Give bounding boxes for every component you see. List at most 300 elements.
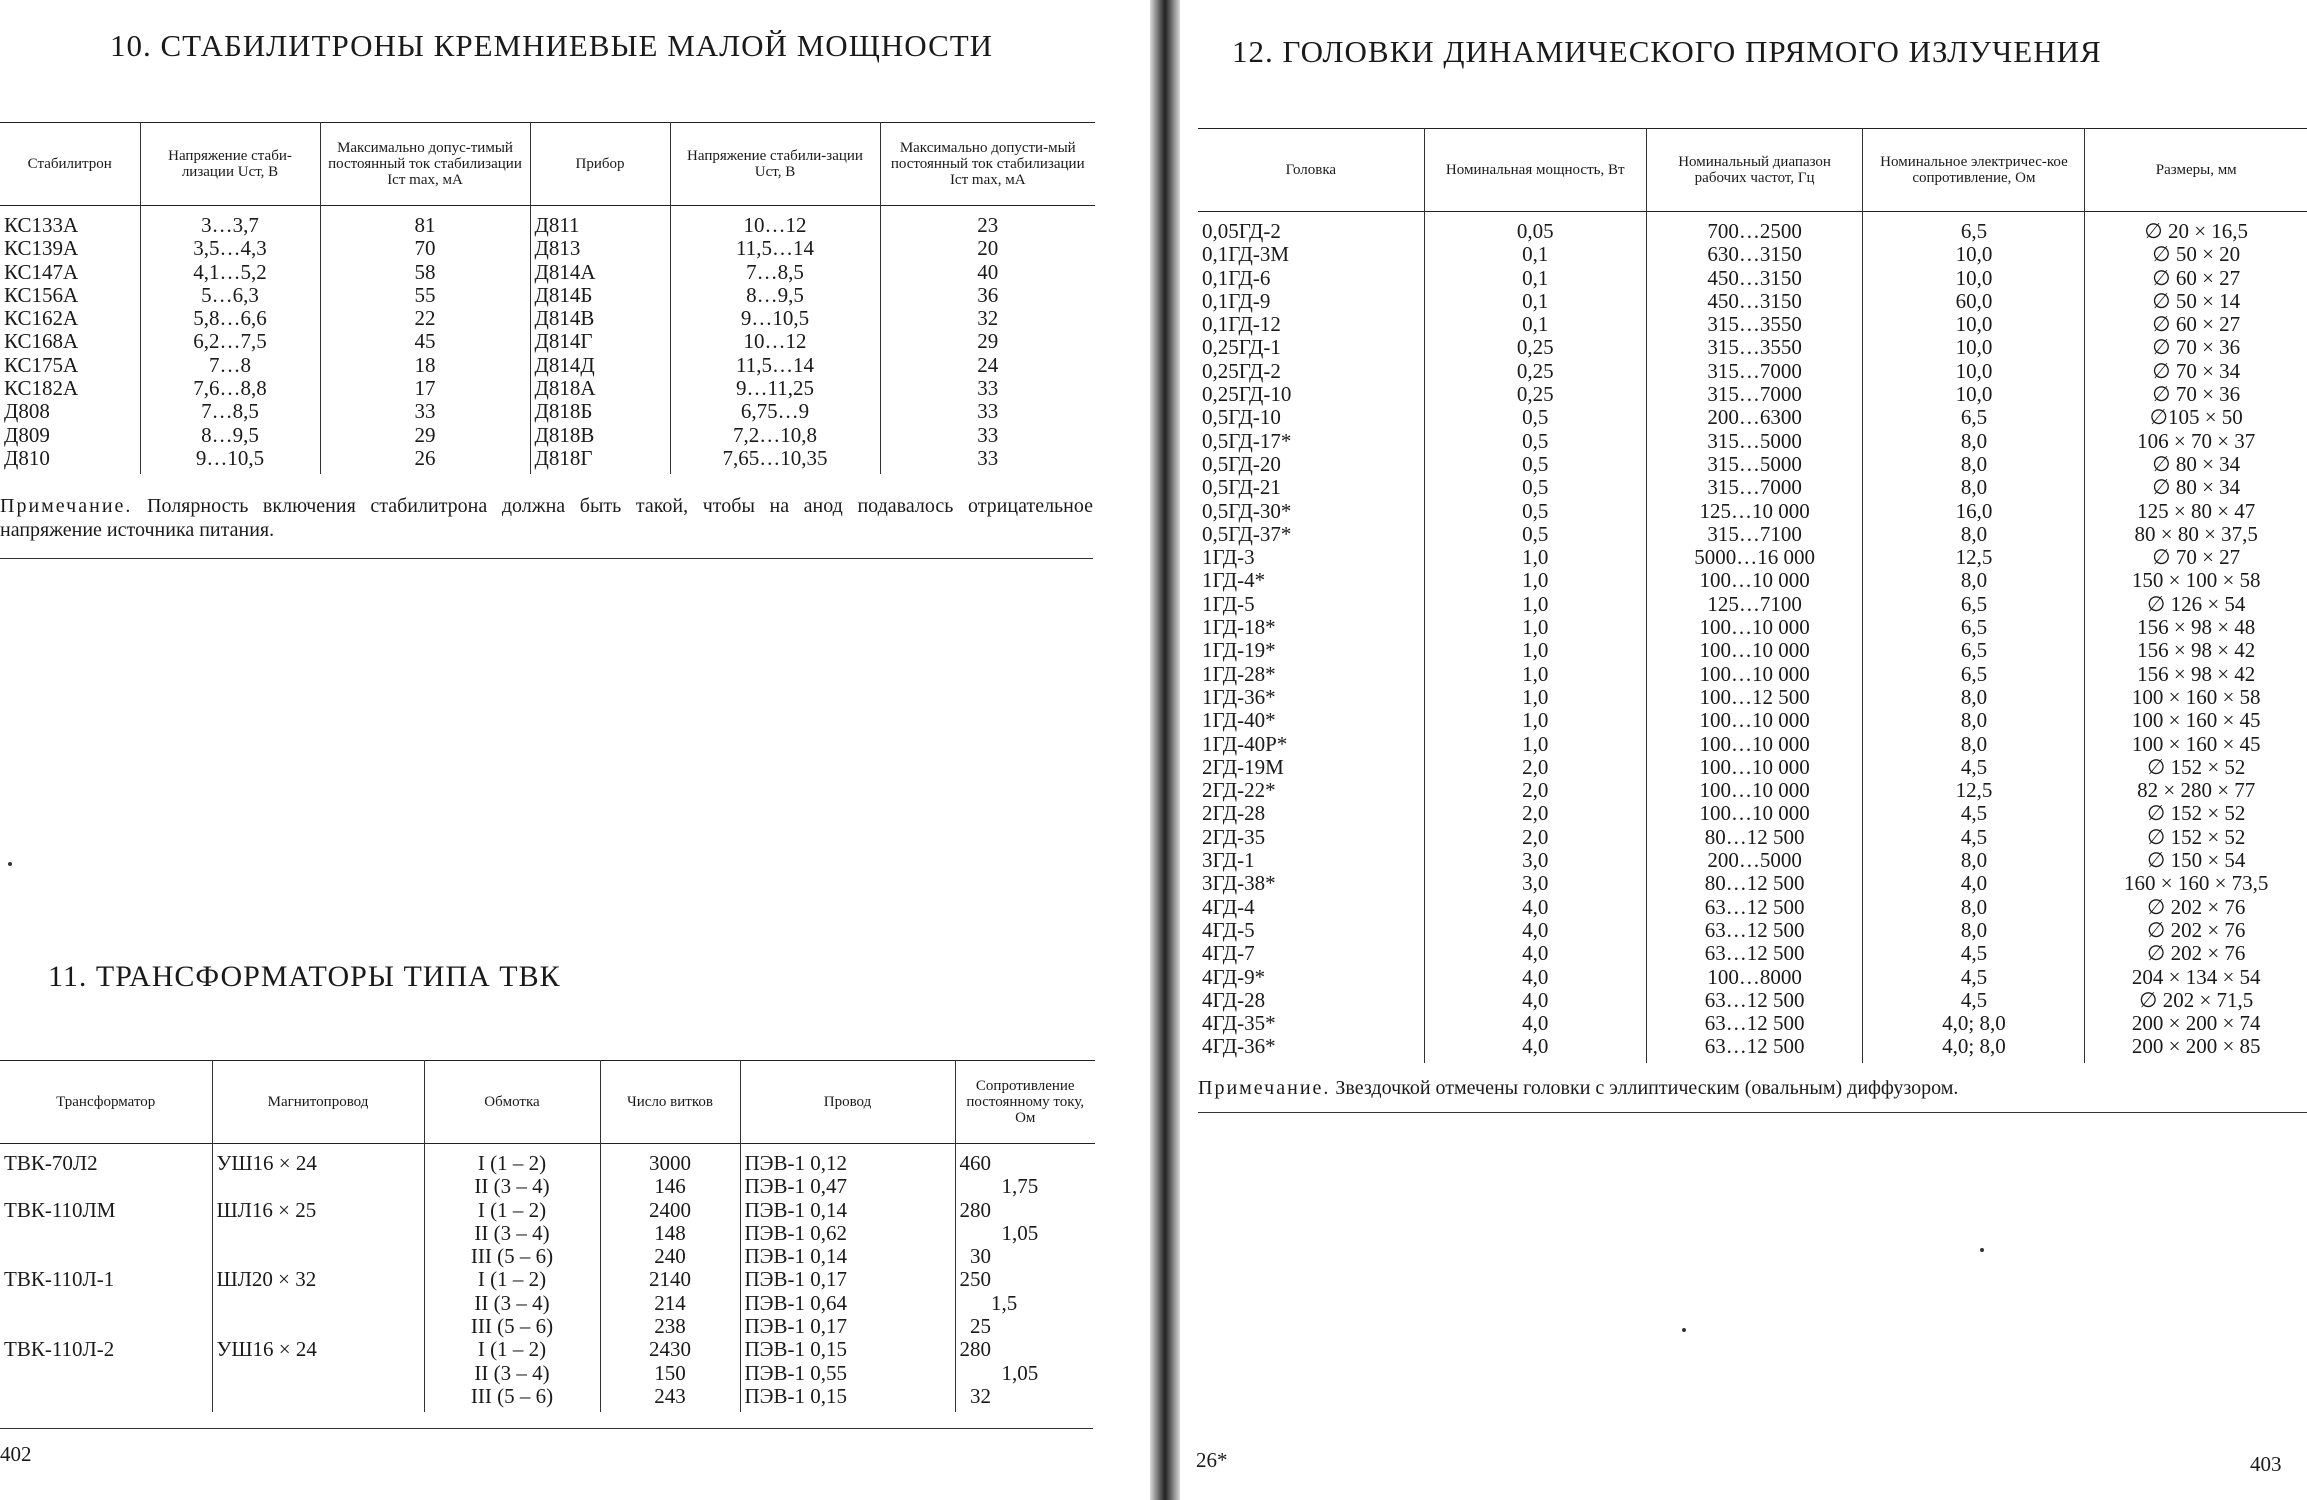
table-cell: 80 × 80 × 37,5 <box>2085 523 2307 546</box>
table-cell: 315…7000 <box>1646 476 1863 499</box>
table-cell: 4ГД-28 <box>1202 988 1266 1012</box>
table-cell: 10,0 <box>1863 313 2085 336</box>
table-cell: 100…10 000 <box>1646 709 1863 732</box>
table-row <box>1198 1035 2307 1062</box>
table-cell: 156 × 98 × 42 <box>2085 663 2307 686</box>
table-cell: 8,0 <box>1863 430 2085 453</box>
table-row <box>1198 709 2307 732</box>
table-cell: 200 × 200 × 74 <box>2085 1012 2307 1035</box>
table-cell: 23 <box>880 206 1095 238</box>
table-cell: 7…8 <box>140 354 320 377</box>
table-cell: Д814Д <box>530 354 670 377</box>
table-cell: 11,5…14 <box>670 237 880 260</box>
table-cell: ТВК-110ЛМ <box>4 1198 116 1222</box>
table-row <box>1198 593 2307 616</box>
table-cell: 10,0 <box>1863 336 2085 359</box>
table-header-row <box>0 1061 1095 1144</box>
table-cell: 6,5 <box>1863 616 2085 639</box>
table-cell: 60,0 <box>1863 290 2085 313</box>
table-cell: 450…3150 <box>1646 290 1863 313</box>
table-cell: 4,0 <box>1424 1012 1646 1035</box>
table-cell: 2,0 <box>1424 802 1646 825</box>
column-header: Прибор <box>530 123 670 206</box>
table-cell: 125…7100 <box>1646 593 1863 616</box>
table-cell: УШ16 × 24 <box>212 1144 424 1199</box>
table-cell: 33 <box>880 447 1095 474</box>
table-cell: ∅ 70 × 34 <box>2085 360 2307 383</box>
table-cell: 7…8,5 <box>670 261 880 284</box>
table-cell: 0,1 <box>1424 313 1646 336</box>
table-cell: 280 1,05 32 <box>955 1338 1095 1412</box>
table-cell: 0,5 <box>1424 430 1646 453</box>
table-cell: 8,0 <box>1863 523 2085 546</box>
table-cell: 29 <box>320 424 530 447</box>
table-cell: 1,0 <box>1424 709 1646 732</box>
table-cell: 4,0 <box>1424 896 1646 919</box>
table-cell: 0,25 <box>1424 360 1646 383</box>
note-label: Примечание. <box>0 495 133 517</box>
table-row <box>1198 639 2307 662</box>
dynamic-speakers-table <box>1198 128 2307 1063</box>
column-header: Магнитопровод <box>212 1061 424 1144</box>
table-row <box>1198 826 2307 849</box>
table-cell: 10,0 <box>1863 243 2085 266</box>
table-cell: 2430 150 243 <box>600 1338 740 1412</box>
table-cell: 32 <box>880 307 1095 330</box>
table-cell: 0,1ГД-9 <box>1202 289 1271 313</box>
table-cell: 1,0 <box>1424 546 1646 569</box>
table-cell: 100…10 000 <box>1646 779 1863 802</box>
table-cell: Д818А <box>530 377 670 400</box>
table-cell: 7,65…10,35 <box>670 447 880 474</box>
table-cell: 0,5 <box>1424 476 1646 499</box>
table-row <box>1198 290 2307 313</box>
table-cell: 1ГД-36* <box>1202 685 1276 709</box>
table-cell: 8,0 <box>1863 476 2085 499</box>
table-cell: 8,0 <box>1863 849 2085 872</box>
table-cell: 4,1…5,2 <box>140 261 320 284</box>
table-row <box>1198 500 2307 523</box>
table-cell: 82 × 280 × 77 <box>2085 779 2307 802</box>
table-cell: 8,0 <box>1863 709 2085 732</box>
table-cell: 12,5 <box>1863 546 2085 569</box>
table-cell: 315…3550 <box>1646 313 1863 336</box>
table-row <box>0 1144 1095 1199</box>
table-cell: ШЛ20 × 32 <box>212 1268 424 1338</box>
table-cell: КС147А <box>4 260 79 284</box>
table-cell: 1ГД-3 <box>1202 546 1255 570</box>
table-cell: 450…3150 <box>1646 267 1863 290</box>
table-bottom-rule <box>0 1428 1093 1429</box>
table-cell: 100…8000 <box>1646 966 1863 989</box>
table-row <box>0 1338 1095 1412</box>
table-cell: 1ГД-4* <box>1202 569 1266 593</box>
section-divider <box>0 558 1093 559</box>
table-row <box>1198 267 2307 290</box>
table-cell: ТВК-110Л-2 <box>4 1338 115 1362</box>
table-cell: 0,05ГД-2 <box>1202 219 1281 243</box>
table-cell: ∅ 202 × 71,5 <box>2085 989 2307 1012</box>
table-row <box>1198 430 2307 453</box>
table-cell: 5,8…6,6 <box>140 307 320 330</box>
table-cell: 0,05 <box>1424 212 1646 244</box>
column-header: Номинальная мощность, Вт <box>1424 129 1646 212</box>
table-cell: 0,1ГД-12 <box>1202 313 1281 337</box>
table-cell: 460 1,75 <box>955 1144 1095 1199</box>
table-cell: 315…7100 <box>1646 523 1863 546</box>
table-cell: 1,0 <box>1424 733 1646 756</box>
table-cell: 7,6…8,8 <box>140 377 320 400</box>
table-cell: 200…6300 <box>1646 406 1863 429</box>
column-header: Максимально допусти-мый постоянный ток стабилизации Iст max, мА <box>880 123 1095 206</box>
column-header: Обмотка <box>424 1061 600 1144</box>
table-cell: ∅ 60 × 27 <box>2085 313 2307 336</box>
table-cell: 0,25ГД-1 <box>1202 336 1281 360</box>
table-cell: 4,5 <box>1863 989 2085 1012</box>
table-row <box>0 284 1095 307</box>
table-cell: 22 <box>320 307 530 330</box>
table-row <box>1198 849 2307 872</box>
table-cell: 3,0 <box>1424 849 1646 872</box>
table-row <box>1198 453 2307 476</box>
table-10-title: 10. СТАБИЛИТРОНЫ КРЕМНИЕВЫЕ МАЛОЙ МОЩНОСТИ <box>110 28 994 63</box>
table-cell: 8,0 <box>1863 453 2085 476</box>
table-cell: 4,0 <box>1424 966 1646 989</box>
table-cell: ∅ 80 × 34 <box>2085 453 2307 476</box>
table-cell: 6,5 <box>1863 212 2085 244</box>
table-cell: ∅ 126 × 54 <box>2085 593 2307 616</box>
page-marker: 26* <box>1196 1448 1228 1472</box>
table-cell: 156 × 98 × 42 <box>2085 639 2307 662</box>
table-cell: 3ГД-1 <box>1202 849 1255 873</box>
table-row <box>0 206 1095 238</box>
table-cell: 2ГД-28 <box>1202 802 1266 826</box>
table-cell: Д818В <box>530 424 670 447</box>
table-cell: ПЭВ-1 0,17 ПЭВ-1 0,64 ПЭВ-1 0,17 <box>740 1268 955 1338</box>
table-cell: 0,25 <box>1424 383 1646 406</box>
table-cell: 0,1ГД-6 <box>1202 266 1271 290</box>
table-row <box>0 1199 1095 1269</box>
table-cell: I (1 – 2) II (3 – 4) III (5 – 6) <box>424 1338 600 1412</box>
table-row <box>1198 896 2307 919</box>
table-cell: 1ГД-28* <box>1202 662 1276 686</box>
table-row <box>1198 360 2307 383</box>
column-header: Головка <box>1285 162 1337 178</box>
table-cell: ТВК-110Л-1 <box>4 1268 115 1292</box>
table-cell: 100…10 000 <box>1646 569 1863 592</box>
table-cell: 11,5…14 <box>670 354 880 377</box>
table-cell: 4,5 <box>1863 826 2085 849</box>
table-cell: 80…12 500 <box>1646 872 1863 895</box>
table-cell: 8,0 <box>1863 919 2085 942</box>
table-row <box>1198 966 2307 989</box>
table-cell: КС182А <box>4 377 79 401</box>
table-cell: 24 <box>880 354 1095 377</box>
table-cell: 100 × 160 × 45 <box>2085 733 2307 756</box>
column-header: Номинальный диапазон рабочих частот, Гц <box>1646 129 1863 212</box>
table-cell: 36 <box>880 284 1095 307</box>
table-cell: 100…12 500 <box>1646 686 1863 709</box>
tvk-transformers-table <box>0 1060 1095 1412</box>
table-cell: 0,1 <box>1424 267 1646 290</box>
print-speck <box>1682 1328 1686 1332</box>
table-cell: I (1 – 2) II (3 – 4) III (5 – 6) <box>424 1268 600 1338</box>
table-cell: 1,0 <box>1424 593 1646 616</box>
table-cell: 2ГД-22* <box>1202 779 1276 803</box>
table-cell: 0,1ГД-3М <box>1202 243 1290 267</box>
table-cell: 315…7000 <box>1646 360 1863 383</box>
table-cell: 250 1,5 25 <box>955 1268 1095 1338</box>
table-cell: 0,5ГД-20 <box>1202 452 1281 476</box>
table-cell: 315…5000 <box>1646 430 1863 453</box>
table-cell: ПЭВ-1 0,15 ПЭВ-1 0,55 ПЭВ-1 0,15 <box>740 1338 955 1412</box>
table-cell: 9…10,5 <box>670 307 880 330</box>
table-cell: 4,5 <box>1863 942 2085 965</box>
table-row <box>0 330 1095 353</box>
table-cell: 8,0 <box>1863 569 2085 592</box>
table-cell: Д808 <box>4 400 50 424</box>
table-cell: 4,0; 8,0 <box>1863 1012 2085 1035</box>
table-cell: ∅ 152 × 52 <box>2085 826 2307 849</box>
table-cell: 9…10,5 <box>140 447 320 474</box>
table-cell: КС156А <box>4 283 79 307</box>
table-cell: Д818Б <box>530 400 670 423</box>
table-cell: 1,0 <box>1424 663 1646 686</box>
book-gutter <box>1150 0 1180 1500</box>
table-cell: КС168А <box>4 330 79 354</box>
column-header: Размеры, мм <box>2085 129 2307 212</box>
table-cell: КС133А <box>4 213 79 237</box>
table-cell: 100…10 000 <box>1646 663 1863 686</box>
table-cell: 1,0 <box>1424 686 1646 709</box>
table-cell: 10…12 <box>670 330 880 353</box>
table-cell: ∅ 202 × 76 <box>2085 942 2307 965</box>
table-cell: 4,5 <box>1863 966 2085 989</box>
column-header: Максимально допус-тимый постоянный ток стабилизации Iст max, мА <box>320 123 530 206</box>
table-cell: ПЭВ-1 0,12 ПЭВ-1 0,47 <box>740 1144 955 1199</box>
table-cell: 5…6,3 <box>140 284 320 307</box>
table-cell: Д810 <box>4 446 50 470</box>
table-cell: 58 <box>320 261 530 284</box>
table-cell: 0,1 <box>1424 243 1646 266</box>
table-cell: 7,2…10,8 <box>670 424 880 447</box>
table-cell: 2ГД-35 <box>1202 825 1266 849</box>
table-cell: 0,25ГД-10 <box>1202 383 1292 407</box>
table-cell: 100…10 000 <box>1646 639 1863 662</box>
table-cell: 0,5 <box>1424 523 1646 546</box>
table-cell: 2ГД-19М <box>1202 755 1284 779</box>
column-header: Стабилитрон <box>27 156 112 172</box>
table-cell: 4,0 <box>1424 942 1646 965</box>
table-header-row <box>1198 129 2307 212</box>
print-speck <box>8 862 12 866</box>
table-header-row <box>0 123 1095 206</box>
table-row <box>1198 989 2307 1012</box>
table-cell: 630…3150 <box>1646 243 1863 266</box>
table-row <box>1198 733 2307 756</box>
table-cell: 18 <box>320 354 530 377</box>
table-row <box>1198 779 2307 802</box>
table-cell: 0,5ГД-17* <box>1202 429 1292 453</box>
table-cell: ∅ 152 × 52 <box>2085 756 2307 779</box>
table-cell: 3,5…4,3 <box>140 237 320 260</box>
table-cell: 4,0 <box>1424 1035 1646 1062</box>
table-11-title: 11. ТРАНСФОРМАТОРЫ ТИПА ТВК <box>48 960 561 993</box>
table-cell: 0,5ГД-37* <box>1202 522 1292 546</box>
table-cell: 4ГД-5 <box>1202 918 1255 942</box>
table-row <box>1198 523 2307 546</box>
column-header: Сопротивление постоянному току, Ом <box>955 1061 1095 1144</box>
table-cell: 10…12 <box>670 206 880 238</box>
table-cell: ∅ 70 × 36 <box>2085 383 2307 406</box>
table-cell: 55 <box>320 284 530 307</box>
table-cell: 8,0 <box>1863 686 2085 709</box>
table-cell: 315…5000 <box>1646 453 1863 476</box>
table-row <box>1198 872 2307 895</box>
table-cell: ШЛ16 × 25 <box>212 1199 424 1269</box>
table-cell: 160 × 160 × 73,5 <box>2085 872 2307 895</box>
table-cell: 315…7000 <box>1646 383 1863 406</box>
table-row <box>0 1268 1095 1338</box>
table-cell: 8,0 <box>1863 896 2085 919</box>
table-cell: 3ГД-38* <box>1202 872 1276 896</box>
table-cell: Д818Г <box>530 447 670 474</box>
table-cell: ТВК-70Л2 <box>4 1151 98 1175</box>
table-cell: Д814А <box>530 261 670 284</box>
table-cell: 100 × 160 × 58 <box>2085 686 2307 709</box>
table-10-note <box>0 494 1093 542</box>
table-cell: ∅ 60 × 27 <box>2085 267 2307 290</box>
table-cell: 0,5ГД-21 <box>1202 476 1281 500</box>
table-cell: 1ГД-40Р* <box>1202 732 1288 756</box>
table-cell: 40 <box>880 261 1095 284</box>
table-cell: ∅ 70 × 36 <box>2085 336 2307 359</box>
table-row <box>1198 802 2307 825</box>
table-cell: 150 × 100 × 58 <box>2085 569 2307 592</box>
table-cell: 0,5 <box>1424 500 1646 523</box>
table-cell: 0,25 <box>1424 336 1646 359</box>
column-header: Номинальное электричес-кое сопротивление, Ом <box>1863 129 2085 212</box>
table-cell: 8,0 <box>1863 733 2085 756</box>
table-cell: 1,0 <box>1424 569 1646 592</box>
table-cell: 200…5000 <box>1646 849 1863 872</box>
table-cell: 6,2…7,5 <box>140 330 320 353</box>
table-cell: Д809 <box>4 423 50 447</box>
table-cell: 0,5ГД-30* <box>1202 499 1292 523</box>
table-cell: ∅ 150 × 54 <box>2085 849 2307 872</box>
table-cell: 4ГД-7 <box>1202 942 1255 966</box>
table-cell: 315…3550 <box>1646 336 1863 359</box>
table-cell: 1,0 <box>1424 639 1646 662</box>
table-row <box>0 354 1095 377</box>
table-cell: 4,0 <box>1424 989 1646 1012</box>
column-header: Напряжение стабили-зации Uст, В <box>670 123 880 206</box>
table-row <box>1198 243 2307 266</box>
table-row <box>0 307 1095 330</box>
table-cell: 63…12 500 <box>1646 942 1863 965</box>
table-cell: КС162А <box>4 307 79 331</box>
table-cell: ∅105 × 50 <box>2085 406 2307 429</box>
note-label: Примечание. <box>1198 1077 1331 1099</box>
table-cell: 4ГД-36* <box>1202 1035 1276 1059</box>
table-cell: ∅ 80 × 34 <box>2085 476 2307 499</box>
section-divider <box>1198 1112 2307 1113</box>
table-cell: 3,0 <box>1424 872 1646 895</box>
table-cell: 10,0 <box>1863 383 2085 406</box>
table-cell: 0,5 <box>1424 453 1646 476</box>
table-cell: 4,5 <box>1863 756 2085 779</box>
table-cell: 63…12 500 <box>1646 1035 1863 1062</box>
table-cell: Д814Г <box>530 330 670 353</box>
table-row <box>1198 212 2307 244</box>
table-12-title: 12. ГОЛОВКИ ДИНАМИЧЕСКОГО ПРЯМОГО ИЗЛУЧЕНИЯ <box>1232 34 2102 69</box>
column-header: Число витков <box>600 1061 740 1144</box>
table-row <box>0 261 1095 284</box>
table-cell: 4ГД-9* <box>1202 965 1266 989</box>
table-cell: 20 <box>880 237 1095 260</box>
table-cell: 63…12 500 <box>1646 989 1863 1012</box>
table-row <box>0 447 1095 474</box>
table-cell: 6,5 <box>1863 593 2085 616</box>
table-cell: 10,0 <box>1863 267 2085 290</box>
table-cell: 6,75…9 <box>670 400 880 423</box>
table-cell: 1ГД-5 <box>1202 592 1255 616</box>
left-page <box>0 0 1150 1500</box>
table-cell: 70 <box>320 237 530 260</box>
table-cell: 280 1,05 30 <box>955 1199 1095 1269</box>
table-cell: 33 <box>320 400 530 423</box>
table-cell: 3…3,7 <box>140 206 320 238</box>
table-cell: 6,5 <box>1863 663 2085 686</box>
table-row <box>1198 616 2307 639</box>
table-cell: 33 <box>880 377 1095 400</box>
page-number-left: 402 <box>0 1442 32 1466</box>
zener-diodes-table <box>0 122 1095 474</box>
column-header: Трансформатор <box>56 1094 156 1110</box>
table-cell: 100…10 000 <box>1646 802 1863 825</box>
table-cell: Д811 <box>530 206 670 238</box>
table-cell: Д814В <box>530 307 670 330</box>
table-cell: КС139А <box>4 237 79 261</box>
table-cell: 17 <box>320 377 530 400</box>
table-cell: 63…12 500 <box>1646 1012 1863 1035</box>
table-cell: 9…11,25 <box>670 377 880 400</box>
table-cell: 106 × 70 × 37 <box>2085 430 2307 453</box>
table-cell: 3000 146 <box>600 1144 740 1199</box>
table-row <box>1198 663 2307 686</box>
table-cell: 10,0 <box>1863 360 2085 383</box>
table-cell: 4,0; 8,0 <box>1863 1035 2085 1062</box>
table-cell: 700…2500 <box>1646 212 1863 244</box>
table-cell: 1ГД-40* <box>1202 709 1276 733</box>
table-row <box>1198 546 2307 569</box>
table-cell: 0,1 <box>1424 290 1646 313</box>
table-cell: ∅ 70 × 27 <box>2085 546 2307 569</box>
table-cell: I (1 – 2) II (3 – 4) <box>424 1144 600 1199</box>
table-cell: 6,5 <box>1863 406 2085 429</box>
table-cell: 4ГД-35* <box>1202 1012 1276 1036</box>
table-cell: 100…10 000 <box>1646 756 1863 779</box>
table-cell: Д813 <box>530 237 670 260</box>
table-cell: 2,0 <box>1424 779 1646 802</box>
table-cell: 80…12 500 <box>1646 826 1863 849</box>
table-cell: ∅ 152 × 52 <box>2085 802 2307 825</box>
table-cell: 204 × 134 × 54 <box>2085 966 2307 989</box>
table-cell: 8…9,5 <box>140 424 320 447</box>
right-page <box>1180 0 2307 1500</box>
table-cell: 29 <box>880 330 1095 353</box>
table-cell: 100 × 160 × 45 <box>2085 709 2307 732</box>
